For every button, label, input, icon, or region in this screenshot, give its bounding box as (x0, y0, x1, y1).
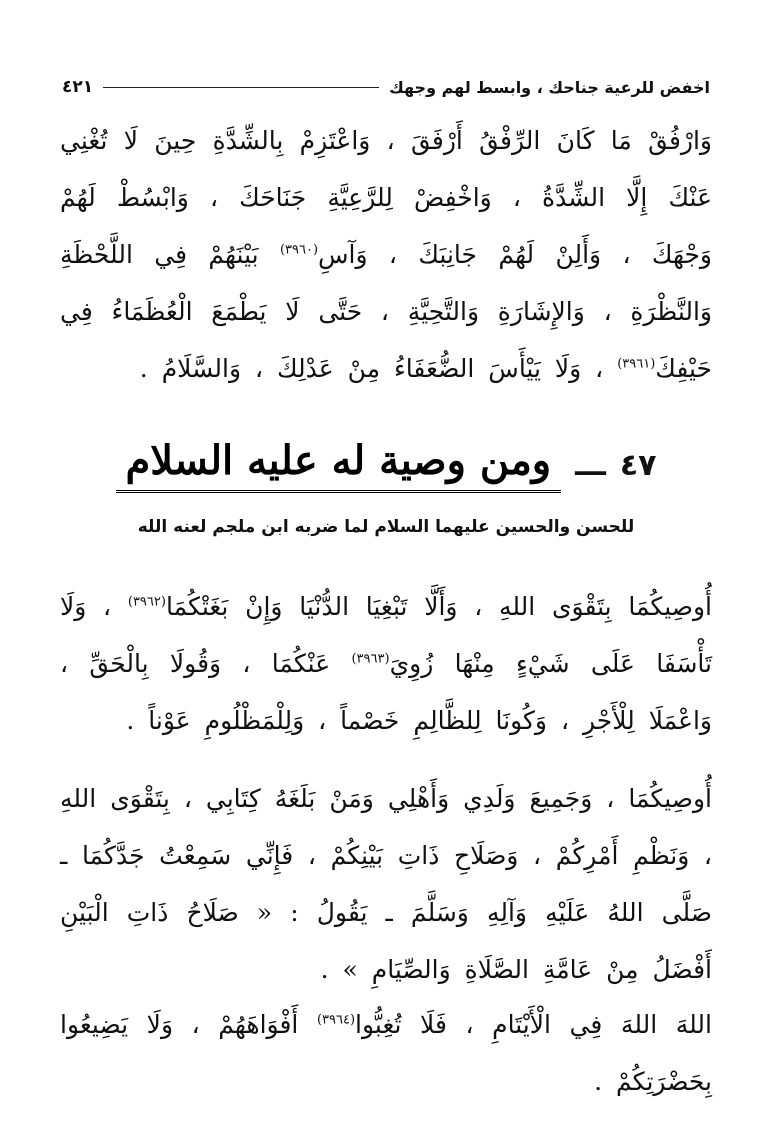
text-segment: ، وَلَا تَأْسَفَا عَلَى شَيْءٍ مِنْهَا زُوِيَ (60, 592, 712, 678)
chapter-dash: ـــ (575, 447, 606, 483)
text-segment: اللهَ اللهَ فِي الْأَيْتَامِ ، فَلَا تُغِبُّوا (355, 1010, 712, 1039)
footnote-marker[interactable]: (٣٩٦٣) (351, 651, 390, 667)
running-header (62, 70, 710, 104)
text-segment: عَنْكُمَا ، وَقُولَا بِالْحَقِّ ، وَاعْمَلَا لِلْأَجْرِ ، وَكُونَا لِلظَّالِمِ خَصْماً ، وَلِلْمَظْلُومِ عَوْناً . (60, 649, 712, 735)
text-segment: وَارْفُقْ مَا كَانَ الرِّفْقُ أَرْفَقَ ، وَاعْتَزِمْ بِالشِّدَّةِ حِينَ لَا تُغْنِي عَنْكَ إِلَّا الشِّدَّةُ ، وَاخْفِضْ لِلرَّعِيَّةِ جَنَاحَكَ ، وَابْسُطْ لَهُمْ وَجْهَكَ ، وَأَلِنْ لَهُمْ جَانِبَكَ ، وَآسِ (60, 126, 712, 269)
chapter-number: ٤٧ (619, 447, 657, 483)
footnote-marker[interactable]: (٣٩٦٠) (279, 242, 319, 258)
paragraph-1 (60, 112, 712, 397)
chapter-title: ومن وصية له عليه السلام (116, 437, 562, 493)
text-segment: ، وَلَا يَيْأَسَ الضُّعَفَاءُ مِنْ عَدْلِكَ ، وَالسَّلَامُ . (139, 354, 618, 383)
chapter-subtitle: للحسن والحسين عليهما السلام لما ضربه ابن ملجم لعنه الله (137, 517, 635, 537)
footnote-marker[interactable]: (٣٩٦٤) (316, 1012, 356, 1028)
text-segment: بَيْنَهُمْ فِي اللَّحْظَةِ وَالنَّظْرَةِ ، وَالإِشَارَةِ وَالتَّحِيَّةِ ، حَتَّى لَا يَطْمَعَ الْعُظَمَاءُ فِي حَيْفِكَ (60, 240, 712, 383)
footnote-marker[interactable]: (٣٩٦٢) (127, 594, 166, 610)
text-segment: أُوصِيكُمَا بِتَقْوَى اللهِ ، وَأَلَّا تَبْغِيَا الدُّنْيَا وَإِنْ بَغَتْكُمَا (165, 592, 712, 621)
text-segment: أُوصِيكُمَا ، وَجَمِيعَ وَلَدِي وَأَهْلِي وَمَنْ بَلَغَهُ كِتَابِي ، بِتَقْوَى اللهِ ، وَنَظْمِ أَمْرِكُمْ ، وَصَلَاحِ ذَاتِ بَيْنِكُمْ ، فَإِنِّي سَمِعْتُ جَدَّكُمَا ـ صَلَّى اللهُ عَلَيْهِ وَآلِهِ وَسَلَّمَ ـ يَقُولُ : « صَلَاحُ ذَاتِ الْبَيْنِ أَفْضَلُ مِنْ عَامَّةِ الصَّلَاةِ وَالصِّيَامِ » . (60, 784, 712, 984)
paragraph-2 (60, 578, 712, 749)
header-rule (103, 87, 379, 88)
running-header-title: اخفض للرعية جناحك ، وابسط لهم وجهك (389, 77, 710, 97)
footnote-marker[interactable]: (٣٩٦١) (617, 356, 656, 372)
text-segment: أَفْوَاهَهُمْ ، وَلَا يَضِيعُوا بِحَضْرَتِكُمْ . (60, 1010, 712, 1096)
page-number: ٤٢١ (62, 77, 94, 97)
paragraph-4 (60, 996, 712, 1110)
chapter-heading (60, 430, 712, 500)
paragraph-3 (60, 770, 712, 998)
